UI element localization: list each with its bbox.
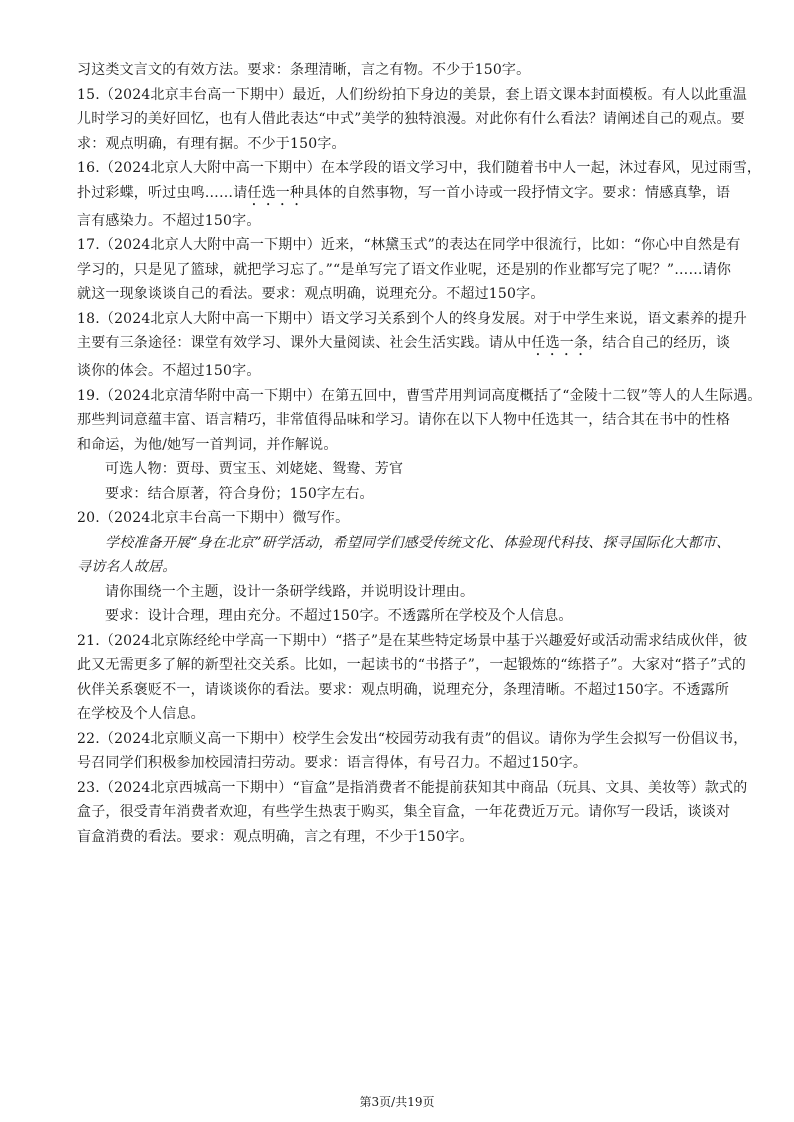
text-line: 习这类文言文的有效方法。要求：条理清晰，言之有物。不少于150字。 bbox=[77, 62, 531, 78]
question-18 bbox=[77, 307, 747, 384]
question-17 bbox=[77, 233, 741, 307]
intro-paragraph bbox=[77, 58, 727, 83]
page-number: 第3页/共19页 bbox=[359, 1095, 435, 1109]
text-line: 儿时学习的美好回忆，也有人借此表达“中式”美学的独特浪漫。对此你有什么看法？请阐述自己的观点。要 bbox=[77, 111, 745, 127]
question-21 bbox=[77, 629, 748, 727]
text-line: 此又无需更多了解的新型社交关系。比如，一起读书的“书搭子”，一起锻炼的“练搭子”。大家对“搭子”式的 bbox=[77, 657, 746, 673]
text-line: 20.（2024北京丰台高一下期中）微写作。 bbox=[77, 510, 350, 526]
text-line: 15.（2024北京丰台高一下期中）最近，人们纷纷拍下身边的美景，套上语文课本封面模板。有人以此重温 bbox=[77, 86, 747, 103]
text-line: 在学校及个人信息。 bbox=[77, 706, 205, 722]
question-15 bbox=[77, 83, 747, 157]
text-line: 伙伴关系褒贬不一，请谈谈你的看法。要求：观点明确，说理充分，条理清晰。不超过150字。不透露所 bbox=[77, 681, 730, 698]
text-segment: 具体的自然事物，写一首小诗或一段抒情文字。要求：情感真挚，语 bbox=[304, 184, 731, 201]
emphasized-text: 任选一条 bbox=[531, 335, 589, 351]
text-line: 那些判词意蕴丰富、语言精巧，非常值得品味和学习。请你在以下人物中任选其一，结合其在书中的性格 bbox=[77, 412, 731, 428]
text-segment: 主要有三条途径：课堂有效学习、课外大量阅读、社会生活实践。请从中 bbox=[77, 335, 532, 351]
text-line: 16.（2024北京人大附中高一下期中）在本学段的语文学习中，我们随着书中人一起，沐过春风，见过雨雪， bbox=[77, 160, 762, 176]
text-segment: 扑过彩蝶，听过虫鸣……请 bbox=[77, 184, 248, 201]
text-line: 22.（2024北京顺义高一下期中）校学生会发出“校园劳动我有责”的倡议。请你为学生会拟写一份倡议书， bbox=[77, 730, 748, 747]
text-line: 21.（2024北京陈经纶中学高一下期中）“搭子”是在某些特定场景中基于兴趣爱好或活动需求结成伙伴，彼 bbox=[77, 632, 748, 649]
page-content bbox=[77, 58, 762, 849]
text-line: 17.（2024北京人大附中高一下期中）近来，“林黛玉式”的表达在同学中很流行，比如：“你心中自然是有 bbox=[77, 237, 741, 253]
text-line: 19.（2024北京清华附中高一下期中）在第五回中，曹雪芹用判词高度概括了“金陵十二钗”等人的人生际遇。 bbox=[77, 387, 762, 404]
emphasized-text: 任选一种 bbox=[247, 184, 305, 201]
question-19 bbox=[77, 384, 762, 507]
text-line bbox=[77, 181, 731, 209]
text-line: 谈你的体会。不超过150字。 bbox=[77, 363, 261, 379]
text-line: 学习的，只是见了篮球，就把学习忘了。”“是单写完了语文作业呢，还是别的作业都写完了呢？”……请你 bbox=[77, 261, 732, 278]
question-20 bbox=[77, 506, 731, 629]
text-line: 盒子，很受青年消费者欢迎，有些学生热衷于购买，集全盲盒，一年花费近万元。请你写一段话，谈谈对 bbox=[77, 804, 731, 820]
question-23 bbox=[77, 776, 748, 850]
requirement-line: 要求：结合原著，符合身份；150字左右。 bbox=[105, 485, 374, 502]
text-segment: ，结合自己的经历，谈 bbox=[588, 335, 731, 351]
candidates-line: 可选人物：贾母、贾宝玉、刘姥姥、鸳鸯、芳官 bbox=[105, 461, 404, 477]
text-line: 言有感染力。不超过150字。 bbox=[77, 212, 261, 229]
text-line: 求：观点明确，有理有据。不少于150字。 bbox=[77, 135, 346, 152]
question-22 bbox=[77, 727, 748, 776]
text-line: 号召同学们积极参加校园清扫劳动。要求：语言得体，有号召力。不超过150字。 bbox=[77, 755, 588, 771]
text-line: 盲盒消费的看法。要求：观点明确，言之有理，不少于150字。 bbox=[77, 828, 474, 845]
scenario-line: 寻访名人故居。 bbox=[77, 559, 177, 575]
question-16 bbox=[77, 156, 762, 233]
text-line: 就这一现象谈谈自己的看法。要求：观点明确，说理充分。不超过150字。 bbox=[77, 286, 545, 302]
text-line bbox=[77, 331, 731, 359]
text-line: 和命运，为他/她写一首判词，并作解说。 bbox=[77, 436, 338, 453]
text-line: 23.（2024北京西城高一下期中）“盲盒”是指消费者不能提前获知其中商品（玩具、文具、美妆等）款式的 bbox=[77, 779, 748, 796]
task-line: 请你围绕一个主题，设计一条研学线路，并说明设计理由。 bbox=[105, 583, 475, 600]
text-line: 18.（2024北京人大附中高一下期中）语文学习关系到个人的终身发展。对于中学生来说，语文素养的提升 bbox=[77, 310, 747, 327]
requirement-line: 要求：设计合理，理由充分。不超过150字。不透露所在学校及个人信息。 bbox=[105, 608, 573, 624]
scenario-line: 学校准备开展“身在北京”研学活动，希望同学们感受传统文化、体验现代科技、探寻国际化大都市、 bbox=[105, 534, 731, 551]
